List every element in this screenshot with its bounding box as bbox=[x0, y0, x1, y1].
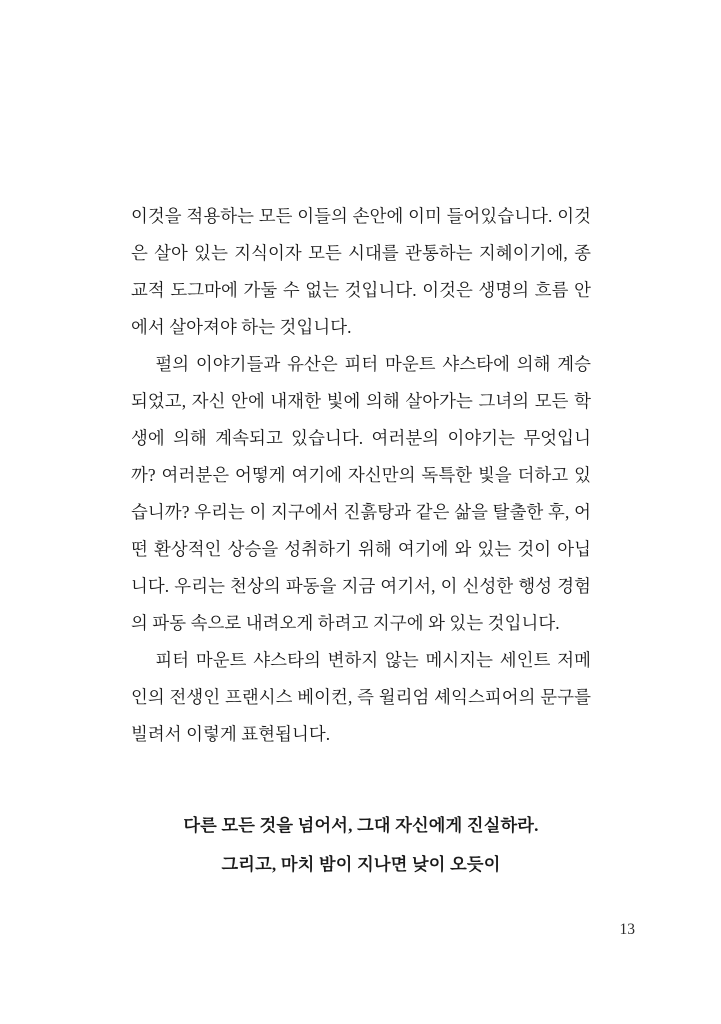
paragraph-2: 펄의 이야기들과 유산은 피터 마운트 샤스타에 의해 계승되었고, 자신 안에 내재한 빛에 의해 살아가는 그녀의 모든 학생에 의해 계속되고 있습니다. 여러분의 이야기는 무엇입니까? 여러분은 어떻게 여기에 자신만의 독특한 빛을 더하고 있습니까? 우리는 이 지구에서 진흙탕과 같은 삶을 탈출한 후, 어떤 환상적인 상승을 성취하기 위해 여기에 와 있는 것이 아닙니다. 우리는 천상의 파동을 지금 여기서, 이 신성한 행성 경험의 파동 속으로 내려오게 하려고 지구에 와 있는 것입니다. bbox=[131, 354, 591, 633]
page-number: 13 bbox=[619, 921, 635, 938]
verse-line-1: 다른 모든 것을 넘어서, 그대 자신에게 진실하라. bbox=[183, 816, 539, 835]
body-text-block bbox=[131, 198, 591, 753]
verse-block bbox=[131, 806, 591, 884]
paragraph-3: 피터 마운트 샤스타의 변하지 않는 메시지는 세인트 저메인의 전생인 프랜시스 베이컨, 즉 윌리엄 셰익스피어의 문구를 빌려서 이렇게 표현됩니다. bbox=[131, 650, 591, 744]
verse-line-2: 그리고, 마치 밤이 지나면 낮이 오듯이 bbox=[221, 855, 501, 874]
paragraph-1: 이것을 적용하는 모든 이들의 손안에 이미 들어있습니다. 이것은 살아 있는 지식이자 모든 시대를 관통하는 지혜이기에, 종교적 도그마에 가둘 수 없는 것입니다. 이것은 생명의 흐름 안에서 살아져야 하는 것입니다. bbox=[131, 206, 591, 337]
